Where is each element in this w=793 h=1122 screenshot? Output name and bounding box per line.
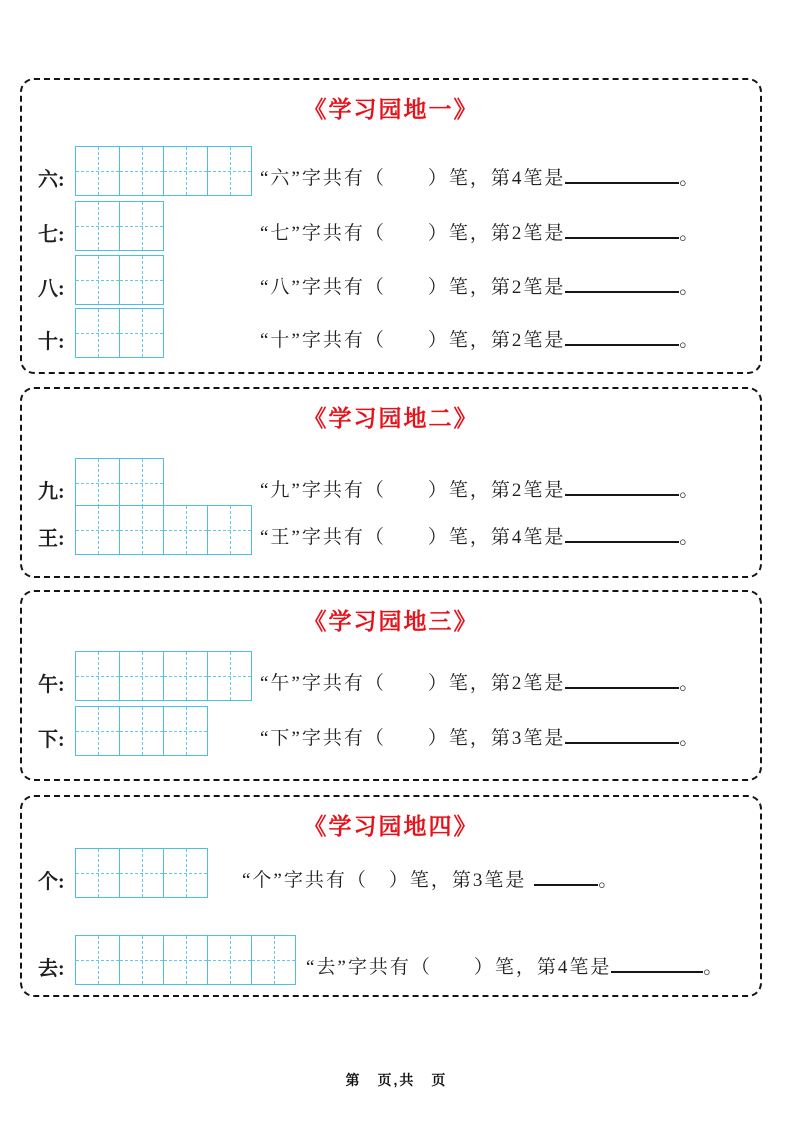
answer-blank (565, 180, 679, 184)
practice-cell (75, 935, 120, 985)
practice-cell (119, 255, 164, 305)
section-card-4 (20, 795, 762, 997)
section-title: 《学习园地一》 (303, 96, 479, 122)
practice-cell (119, 201, 164, 251)
practice-cell (163, 706, 208, 756)
practice-cell (207, 651, 252, 701)
practice-cell (163, 935, 208, 985)
section-card-2 (20, 387, 762, 578)
question-text: “午”字共有（ ）笔，第2笔是 。 (260, 673, 701, 695)
row-label: 午: (38, 674, 65, 696)
practice-row (38, 846, 620, 898)
practice-row (38, 144, 701, 196)
question-text: “去”字共有（ ）笔，第4笔是 。 (306, 957, 725, 979)
row-label: 个: (38, 871, 65, 893)
stroke-grid (75, 505, 252, 555)
question-text: “个”字共有（ ）笔，第3笔是 。 (242, 870, 620, 892)
stroke-grid (75, 706, 208, 756)
row-label: 八: (38, 278, 65, 300)
practice-cell (75, 505, 120, 555)
practice-cell (119, 651, 164, 701)
practice-row (38, 253, 701, 305)
practice-cell (163, 651, 208, 701)
practice-cell (207, 505, 252, 555)
question-text: “下”字共有（ ）笔，第3笔是 。 (260, 728, 701, 750)
answer-blank (534, 882, 598, 886)
row-label: 九: (38, 481, 65, 503)
practice-cell (119, 935, 164, 985)
practice-row (38, 933, 725, 985)
row-label: 十: (38, 331, 65, 353)
practice-cell (207, 935, 252, 985)
section-card-3 (20, 590, 762, 781)
answer-blank (565, 685, 679, 689)
practice-row (38, 199, 701, 251)
question-text: “十”字共有（ ）笔，第2笔是 。 (260, 330, 701, 352)
answer-blank (565, 740, 679, 744)
practice-cell (119, 505, 164, 555)
practice-cell (75, 201, 120, 251)
practice-cell (75, 146, 120, 196)
practice-cell (75, 651, 120, 701)
practice-cell (75, 308, 120, 358)
practice-cell (119, 146, 164, 196)
stroke-grid (75, 201, 164, 251)
section-title: 《学习园地三》 (303, 608, 479, 634)
stroke-grid (75, 308, 164, 358)
question-text: “王”字共有（ ）笔，第4笔是 。 (260, 527, 701, 549)
row-label: 王: (38, 528, 65, 550)
section-card-1 (20, 78, 762, 374)
stroke-grid (75, 146, 252, 196)
question-text: “七”字共有（ ）笔，第2笔是 。 (260, 223, 701, 245)
page-footer: 第 页,共 页 (345, 1072, 448, 1088)
practice-row (38, 704, 701, 756)
practice-cell (75, 255, 120, 305)
stroke-grid (75, 935, 296, 985)
section-title: 《学习园地二》 (303, 405, 479, 431)
answer-blank (611, 969, 703, 973)
practice-cell (163, 848, 208, 898)
practice-cell (119, 458, 164, 508)
practice-cell (75, 458, 120, 508)
practice-cell (119, 308, 164, 358)
row-label: 去: (38, 958, 65, 980)
answer-blank (565, 539, 679, 543)
answer-blank (565, 492, 679, 496)
practice-row (38, 456, 701, 508)
answer-blank (565, 235, 679, 239)
row-label: 六: (38, 169, 65, 191)
practice-cell (251, 935, 296, 985)
row-label: 下: (38, 729, 65, 751)
question-text: “九”字共有（ ）笔，第2笔是 。 (260, 480, 701, 502)
practice-cell (207, 146, 252, 196)
question-text: “六”字共有（ ）笔，第4笔是 。 (260, 168, 701, 190)
answer-blank (565, 342, 679, 346)
stroke-grid (75, 848, 208, 898)
stroke-grid (75, 651, 252, 701)
practice-cell (75, 848, 120, 898)
practice-cell (163, 505, 208, 555)
practice-cell (75, 706, 120, 756)
practice-cell (119, 706, 164, 756)
practice-row (38, 306, 701, 358)
question-text: “八”字共有（ ）笔，第2笔是 。 (260, 277, 701, 299)
practice-row (38, 503, 701, 555)
row-label: 七: (38, 224, 65, 246)
stroke-grid (75, 255, 164, 305)
practice-row (38, 649, 701, 701)
answer-blank (565, 289, 679, 293)
stroke-grid (75, 458, 164, 508)
practice-cell (163, 146, 208, 196)
section-title: 《学习园地四》 (303, 813, 479, 839)
practice-cell (119, 848, 164, 898)
